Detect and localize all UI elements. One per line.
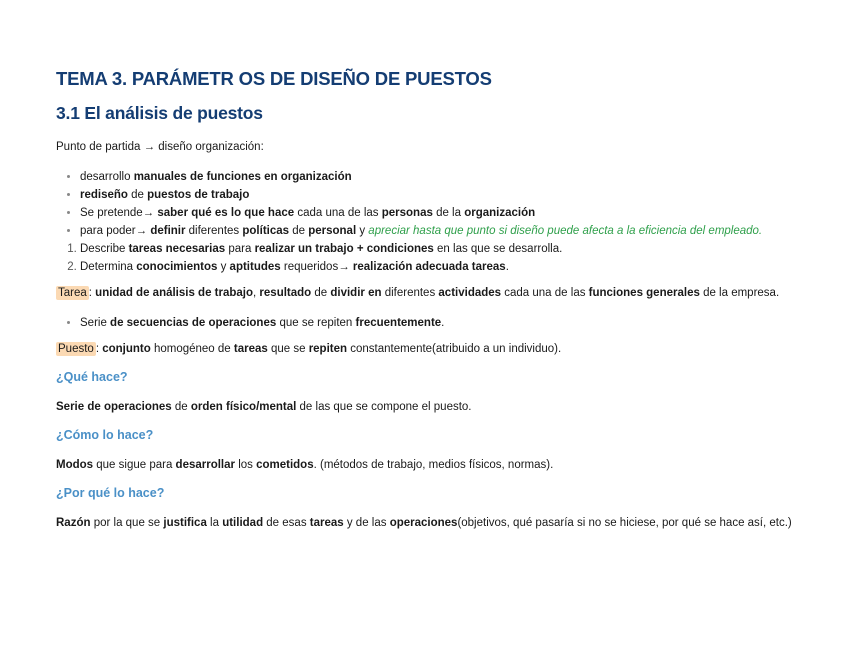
como-hace-paragraph: Modos que sigue para desarrollar los cometidos. (métodos de trabajo, medios físicos, normas). (56, 459, 554, 471)
page-title: TEMA 3. PARÁMETR OS DE DISEÑO DE PUESTOS (56, 68, 492, 89)
que-hace-paragraph: Serie de operaciones de orden físico/mental de las que se compone el puesto. (56, 401, 472, 413)
intro-paragraph: Punto de partida → diseño organización: (56, 141, 264, 153)
list-item: • desarrollo manuales de funciones en organización (80, 168, 792, 186)
tarea-highlight: Tarea (58, 287, 87, 299)
que-hace-heading: ¿Qué hace? (56, 370, 128, 384)
por-que-heading: ¿Por qué lo hace? (56, 486, 165, 500)
bullet-list (56, 168, 792, 240)
list-item: • para poder→ definir diferentes políticas de personal y apreciar hasta que punto si diseño puede afecta a la eficiencia del empleado. (80, 222, 792, 240)
puesto-highlight: Puesto (58, 343, 94, 355)
serie-list (56, 314, 792, 332)
list-item: • Serie de secuencias de operaciones que se repiten frecuentemente. (80, 314, 792, 332)
list-item: • Se pretende→ saber qué es lo que hace cada una de las personas de la organización (80, 204, 792, 222)
por-que-paragraph: Razón por la que se justifica la utilidad de esas tareas y de las operaciones(objetivos, qué pasaría si no se hiciese, por qué se hace así, etc.) (56, 517, 792, 529)
list-item: 1. Describe tareas necesarias para realizar un trabajo + condiciones en las que se desarrolla. (80, 240, 792, 258)
list-item: 2. Determina conocimientos y aptitudes requeridos→ realización adecuada tareas. (80, 258, 792, 276)
list-item: • rediseño de puestos de trabajo (80, 186, 792, 204)
tarea-paragraph: Tarea : unidad de análisis de trabajo, resultado de dividir en diferentes actividades cada una de las funciones generales de la empresa. (58, 287, 780, 299)
ordered-list (56, 240, 792, 276)
section-heading: 3.1 El análisis de puestos (56, 103, 263, 123)
puesto-paragraph: Puesto : conjunto homogéneo de tareas que se repiten constantemente(atribuido a un individuo). (58, 343, 562, 355)
como-hace-heading: ¿Cómo lo hace? (56, 428, 154, 442)
